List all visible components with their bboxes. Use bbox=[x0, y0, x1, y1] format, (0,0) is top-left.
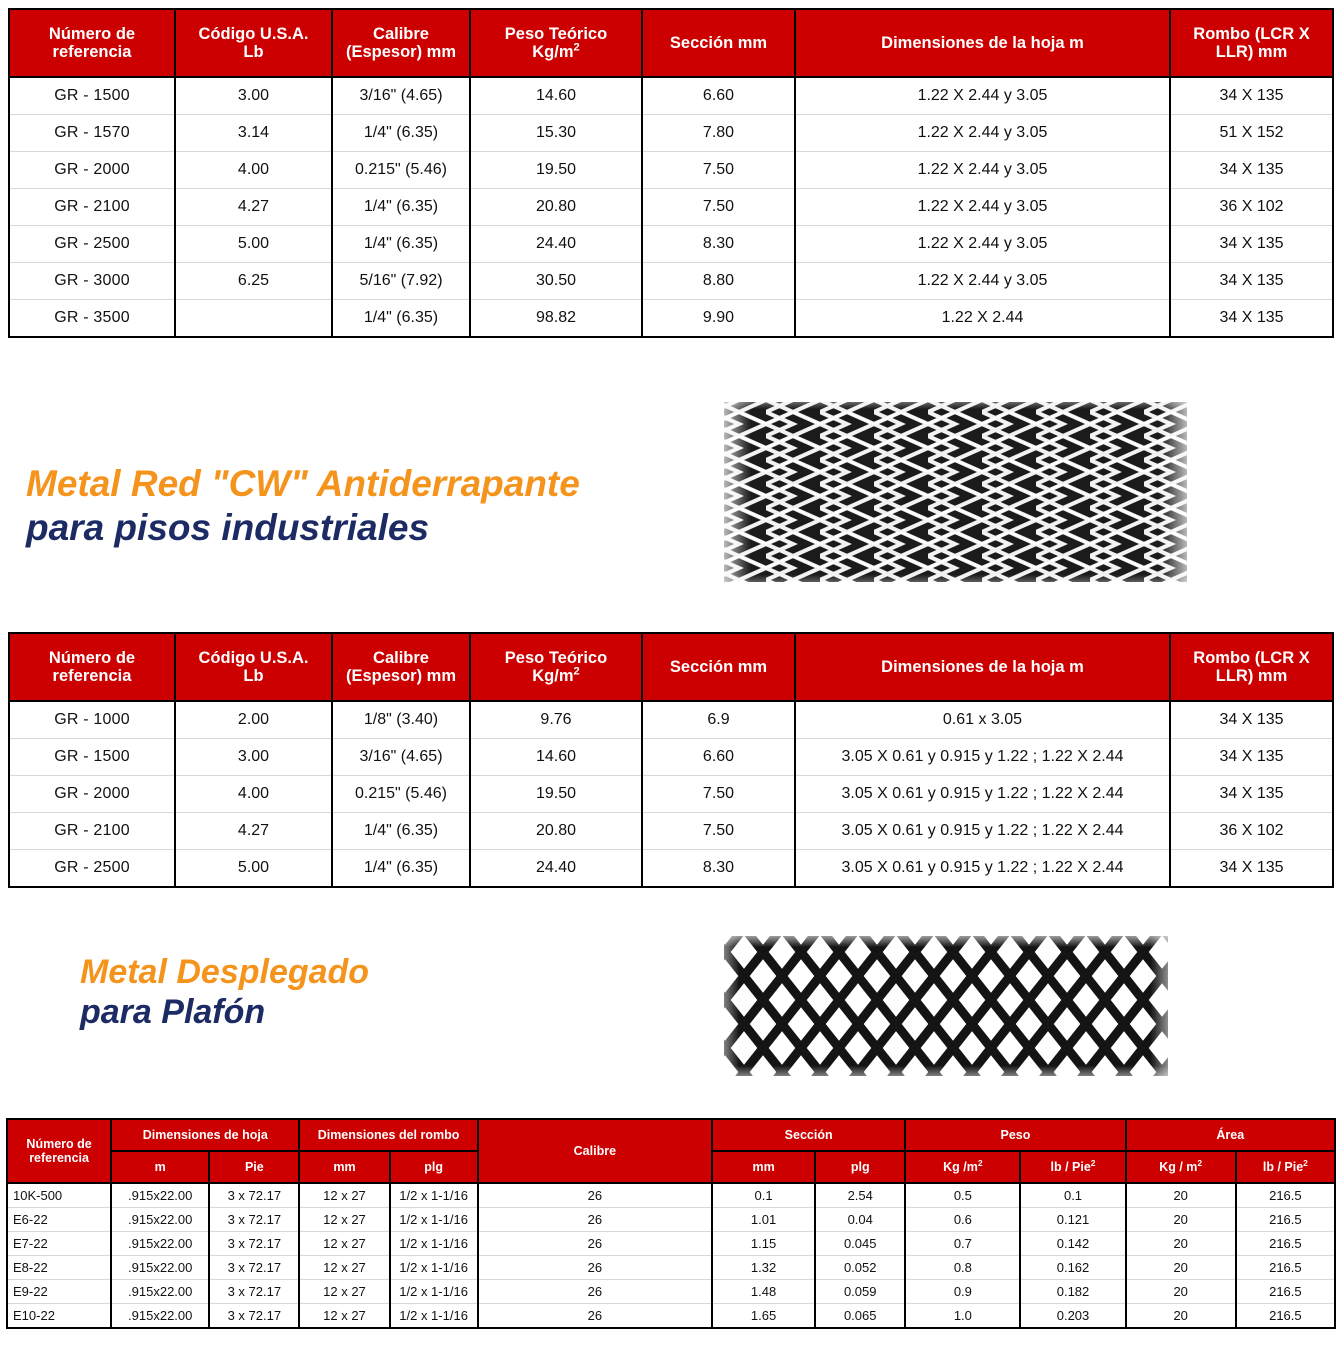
table-cell: 20 bbox=[1126, 1208, 1236, 1232]
table-cell: 1/2 x 1-1/16 bbox=[390, 1232, 478, 1256]
table-cell: 9.76 bbox=[470, 701, 642, 739]
table-cell: 1.01 bbox=[712, 1208, 815, 1232]
table-cell: 1.22 X 2.44 y 3.05 bbox=[795, 77, 1170, 115]
table-cell: .915x22.00 bbox=[111, 1280, 209, 1304]
table-cell: 0.5 bbox=[905, 1183, 1020, 1208]
table-cell: 1/4" (6.35) bbox=[332, 115, 470, 152]
col-header-dimensiones-hoja bbox=[795, 633, 1170, 701]
table-cell: 4.00 bbox=[175, 152, 332, 189]
table-cell: GR - 2000 bbox=[9, 152, 175, 189]
group-header-dimensiones-rombo: Dimensiones del rombo bbox=[299, 1119, 477, 1151]
table-cell: 0.045 bbox=[815, 1232, 905, 1256]
table-cell: 20 bbox=[1126, 1280, 1236, 1304]
table-cell: 1/4" (6.35) bbox=[332, 189, 470, 226]
header-line-1: Número de bbox=[26, 1137, 92, 1151]
table-middle-header-row bbox=[9, 633, 1333, 701]
table-cell: 0.9 bbox=[905, 1280, 1020, 1304]
header-line-1: Dimensiones de la hoja m bbox=[881, 657, 1084, 676]
table-cell: 5/16" (7.92) bbox=[332, 263, 470, 300]
table-bottom-group-header-row bbox=[7, 1119, 1335, 1151]
table-row bbox=[9, 77, 1333, 115]
unit-superscript: 2 bbox=[1090, 1157, 1096, 1168]
header-line-1: Sección mm bbox=[669, 657, 768, 676]
table-cell: 34 X 135 bbox=[1170, 300, 1333, 338]
table-cell: 1.15 bbox=[712, 1232, 815, 1256]
table-row bbox=[9, 152, 1333, 189]
table-cell: 0.059 bbox=[815, 1280, 905, 1304]
sub-header-rombo-mm: mm bbox=[299, 1151, 389, 1183]
table-cell: 6.25 bbox=[175, 263, 332, 300]
col-header-codigo-usa bbox=[175, 9, 332, 77]
table-cell: 34 X 135 bbox=[1170, 263, 1333, 300]
col-header-codigo-usa bbox=[175, 633, 332, 701]
heading-line-2: para Plafón bbox=[80, 993, 266, 1032]
table-cell: 216.5 bbox=[1236, 1232, 1335, 1256]
table-row bbox=[7, 1183, 1335, 1208]
sub-header-seccion-plg: plg bbox=[815, 1151, 905, 1183]
header-line-1: Calibre bbox=[373, 24, 429, 43]
table-cell: 34 X 135 bbox=[1170, 739, 1333, 776]
header-line-2: LLR) mm bbox=[1215, 43, 1288, 61]
table-cell: 216.5 bbox=[1236, 1183, 1335, 1208]
table-cell: 1/2 x 1-1/16 bbox=[390, 1183, 478, 1208]
table-row bbox=[9, 739, 1333, 776]
unit-text: Kg /m bbox=[943, 1160, 978, 1174]
table-cell: 216.5 bbox=[1236, 1208, 1335, 1232]
table-cell: 0.61 x 3.05 bbox=[795, 701, 1170, 739]
table-cell: .915x22.00 bbox=[111, 1232, 209, 1256]
table-cell: 1.22 X 2.44 bbox=[795, 300, 1170, 338]
table-cell: 20 bbox=[1126, 1304, 1236, 1329]
table-cell: 12 x 27 bbox=[299, 1232, 389, 1256]
header-line-2: referencia bbox=[52, 667, 132, 685]
col-header-calibre: Calibre bbox=[478, 1119, 712, 1183]
table-cell: .915x22.00 bbox=[111, 1304, 209, 1329]
group-header-peso: Peso bbox=[905, 1119, 1125, 1151]
table-cell: 1/8" (3.40) bbox=[332, 701, 470, 739]
table-cell: 216.5 bbox=[1236, 1304, 1335, 1329]
table-cell: 1/4" (6.35) bbox=[332, 300, 470, 338]
table-cell: 3.00 bbox=[175, 77, 332, 115]
table-cell: GR - 2100 bbox=[9, 189, 175, 226]
header-line-1: Sección mm bbox=[669, 33, 768, 52]
unit-superscript: 2 bbox=[1303, 1157, 1308, 1168]
table-cell: 51 X 152 bbox=[1170, 115, 1333, 152]
table-cell: 24.40 bbox=[470, 226, 642, 263]
table-cell: .915x22.00 bbox=[111, 1256, 209, 1280]
table-cell: 1/2 x 1-1/16 bbox=[390, 1280, 478, 1304]
table-cell: 20 bbox=[1126, 1232, 1236, 1256]
table-cell: 1/2 x 1-1/16 bbox=[390, 1208, 478, 1232]
table-cell: 34 X 135 bbox=[1170, 77, 1333, 115]
table-cell: 216.5 bbox=[1236, 1256, 1335, 1280]
col-header-calibre bbox=[332, 633, 470, 701]
table-cell: 216.5 bbox=[1236, 1280, 1335, 1304]
header-superscript: 2 bbox=[573, 41, 580, 54]
header-line-1: Código U.S.A. bbox=[198, 24, 309, 43]
table-cell: GR - 1500 bbox=[9, 77, 175, 115]
table-cell: GR - 2000 bbox=[9, 776, 175, 813]
col-header-seccion bbox=[642, 9, 795, 77]
table-cell: E9-22 bbox=[7, 1280, 111, 1304]
table-cell: 2.54 bbox=[815, 1183, 905, 1208]
unit-superscript: 2 bbox=[1197, 1157, 1203, 1168]
image-expanded-metal-plafon bbox=[706, 928, 1184, 1088]
header-line-1: Rombo (LCR X bbox=[1193, 24, 1310, 43]
table-cell: .915x22.00 bbox=[111, 1208, 209, 1232]
header-line-2: Lb bbox=[243, 667, 264, 685]
heading-line-1: Metal Red "CW" Antiderrapante bbox=[26, 463, 580, 504]
header-line-2: (Espesor) mm bbox=[345, 667, 457, 685]
sub-header-area-lb-pie2 bbox=[1236, 1151, 1335, 1183]
table-cell: 3 x 72.17 bbox=[209, 1183, 299, 1208]
table-cell: 34 X 135 bbox=[1170, 850, 1333, 888]
table-cell: 3 x 72.17 bbox=[209, 1304, 299, 1329]
col-header-numero-referencia bbox=[9, 633, 175, 701]
sub-header-rombo-plg: plg bbox=[390, 1151, 478, 1183]
sub-header-peso-lb-pie2 bbox=[1020, 1151, 1125, 1183]
table-cell: 12 x 27 bbox=[299, 1256, 389, 1280]
table-row bbox=[9, 115, 1333, 152]
table-cell: 0.065 bbox=[815, 1304, 905, 1329]
table-cell: E10-22 bbox=[7, 1304, 111, 1329]
table-cell: 3.05 X 0.61 y 0.915 y 1.22 ; 1.22 X 2.44 bbox=[795, 776, 1170, 813]
table-cell: 0.04 bbox=[815, 1208, 905, 1232]
table-cell: 26 bbox=[478, 1280, 712, 1304]
table-metal-red-top bbox=[8, 8, 1334, 338]
table-cell: 9.90 bbox=[642, 300, 795, 338]
group-header-seccion: Sección bbox=[712, 1119, 905, 1151]
table-cell: 19.50 bbox=[470, 776, 642, 813]
table-cell: 7.50 bbox=[642, 813, 795, 850]
table-cell: 0.203 bbox=[1020, 1304, 1125, 1329]
table-cell: 8.30 bbox=[642, 226, 795, 263]
heading-line-2: para pisos industriales bbox=[26, 506, 430, 548]
table-cell: 0.1 bbox=[1020, 1183, 1125, 1208]
table-cell: 12 x 27 bbox=[299, 1280, 389, 1304]
table-row bbox=[9, 263, 1333, 300]
table-cell: 24.40 bbox=[470, 850, 642, 888]
table-cell: GR - 1000 bbox=[9, 701, 175, 739]
table-cell: 4.27 bbox=[175, 189, 332, 226]
col-header-peso-teorico bbox=[470, 9, 642, 77]
header-line-1: Código U.S.A. bbox=[198, 648, 309, 667]
table-cell: 34 X 135 bbox=[1170, 701, 1333, 739]
table-row bbox=[7, 1208, 1335, 1232]
header-line-2: (Espesor) mm bbox=[345, 43, 457, 61]
table-cell: 30.50 bbox=[470, 263, 642, 300]
table-cell: 3.05 X 0.61 y 0.915 y 1.22 ; 1.22 X 2.44 bbox=[795, 850, 1170, 888]
table-cell: 3 x 72.17 bbox=[209, 1280, 299, 1304]
col-header-seccion bbox=[642, 633, 795, 701]
header-line-1: Dimensiones de la hoja m bbox=[881, 33, 1084, 52]
table-cell: .915x22.00 bbox=[111, 1183, 209, 1208]
table-row bbox=[7, 1232, 1335, 1256]
table-row bbox=[9, 300, 1333, 338]
header-line-2: LLR) mm bbox=[1215, 667, 1288, 685]
table-cell: 12 x 27 bbox=[299, 1304, 389, 1329]
table-cell: 3 x 72.17 bbox=[209, 1232, 299, 1256]
header-line-2: referencia bbox=[52, 43, 132, 61]
table-cell: 36 X 102 bbox=[1170, 189, 1333, 226]
group-header-area: Área bbox=[1126, 1119, 1335, 1151]
table-cell: 3.05 X 0.61 y 0.915 y 1.22 ; 1.22 X 2.44 bbox=[795, 739, 1170, 776]
table-cell: 20.80 bbox=[470, 813, 642, 850]
table-cell: 3 x 72.17 bbox=[209, 1208, 299, 1232]
table-cell: E7-22 bbox=[7, 1232, 111, 1256]
table-cell: 34 X 135 bbox=[1170, 776, 1333, 813]
table-cell: 1/4" (6.35) bbox=[332, 226, 470, 263]
table-cell: 8.80 bbox=[642, 263, 795, 300]
table-cell: 34 X 135 bbox=[1170, 152, 1333, 189]
table-cell: 36 X 102 bbox=[1170, 813, 1333, 850]
table-cell: 12 x 27 bbox=[299, 1208, 389, 1232]
table-cell: 1.22 X 2.44 y 3.05 bbox=[795, 115, 1170, 152]
table-cell: 1.22 X 2.44 y 3.05 bbox=[795, 263, 1170, 300]
table-cell: 0.142 bbox=[1020, 1232, 1125, 1256]
table-row bbox=[9, 189, 1333, 226]
table-cell: GR - 2500 bbox=[9, 850, 175, 888]
heading-metal-red-cw bbox=[26, 462, 580, 549]
table-cell: 0.8 bbox=[905, 1256, 1020, 1280]
table-cell: 7.50 bbox=[642, 189, 795, 226]
sub-header-peso-kg-m2 bbox=[905, 1151, 1020, 1183]
col-header-dimensiones-hoja bbox=[795, 9, 1170, 77]
table-cell: 26 bbox=[478, 1304, 712, 1329]
table-row bbox=[7, 1256, 1335, 1280]
table-cell: 0.7 bbox=[905, 1232, 1020, 1256]
header-line-1: Rombo (LCR X bbox=[1193, 648, 1310, 667]
table-cell: 7.80 bbox=[642, 115, 795, 152]
table-cell: 6.9 bbox=[642, 701, 795, 739]
table-cell: 10K-500 bbox=[7, 1183, 111, 1208]
table-cell: 4.00 bbox=[175, 776, 332, 813]
header-line-2: Kg/m bbox=[532, 43, 574, 61]
table-row bbox=[7, 1280, 1335, 1304]
table-cell: 26 bbox=[478, 1256, 712, 1280]
header-line-2: referencia bbox=[29, 1151, 89, 1165]
col-header-numero-referencia bbox=[7, 1119, 111, 1183]
table-cell: 15.30 bbox=[470, 115, 642, 152]
table-cell: 20 bbox=[1126, 1256, 1236, 1280]
table-cell: 34 X 135 bbox=[1170, 226, 1333, 263]
header-superscript: 2 bbox=[573, 665, 580, 678]
unit-text: lb / Pie bbox=[1050, 1160, 1091, 1174]
table-cell: 0.1 bbox=[712, 1183, 815, 1208]
table-cell: 1.22 X 2.44 y 3.05 bbox=[795, 226, 1170, 263]
table-cell: 20.80 bbox=[470, 189, 642, 226]
col-header-numero-referencia bbox=[9, 9, 175, 77]
table-cell: 6.60 bbox=[642, 77, 795, 115]
table-cell: 6.60 bbox=[642, 739, 795, 776]
table-cell: GR - 3000 bbox=[9, 263, 175, 300]
table-row bbox=[7, 1304, 1335, 1329]
table-cell: 2.00 bbox=[175, 701, 332, 739]
col-header-calibre bbox=[332, 9, 470, 77]
table-cell: GR - 1500 bbox=[9, 739, 175, 776]
table-cell: 1/2 x 1-1/16 bbox=[390, 1256, 478, 1280]
table-cell: E8-22 bbox=[7, 1256, 111, 1280]
table-cell: 3/16" (4.65) bbox=[332, 739, 470, 776]
table-cell: 14.60 bbox=[470, 77, 642, 115]
table-cell: GR - 3500 bbox=[9, 300, 175, 338]
header-line-1: Número de bbox=[48, 24, 136, 43]
table-metal-desplegado-plafon bbox=[6, 1118, 1336, 1329]
unit-text: lb / Pie bbox=[1262, 1160, 1304, 1174]
table-cell: 0.215" (5.46) bbox=[332, 152, 470, 189]
table-cell: 8.30 bbox=[642, 850, 795, 888]
heading-metal-desplegado-plafon bbox=[80, 952, 369, 1032]
table-cell: 26 bbox=[478, 1208, 712, 1232]
header-line-1: Número de bbox=[48, 648, 136, 667]
unit-text: Kg / m bbox=[1159, 1160, 1198, 1174]
table-row bbox=[9, 850, 1333, 888]
image-expanded-metal-antiderrapante bbox=[712, 388, 1199, 600]
table-cell: 1.0 bbox=[905, 1304, 1020, 1329]
sub-header-seccion-mm: mm bbox=[712, 1151, 815, 1183]
table-cell: GR - 1570 bbox=[9, 115, 175, 152]
table-cell: 3.14 bbox=[175, 115, 332, 152]
table-cell: GR - 2500 bbox=[9, 226, 175, 263]
table-row bbox=[9, 701, 1333, 739]
table-row bbox=[9, 226, 1333, 263]
table-row bbox=[9, 813, 1333, 850]
table-cell: 1.65 bbox=[712, 1304, 815, 1329]
table-cell: 0.121 bbox=[1020, 1208, 1125, 1232]
header-line-1: Peso Teórico bbox=[504, 24, 608, 43]
group-header-dimensiones-hoja: Dimensiones de hoja bbox=[111, 1119, 299, 1151]
table-cell: 1/2 x 1-1/16 bbox=[390, 1304, 478, 1329]
table-cell: 7.50 bbox=[642, 776, 795, 813]
table-cell: 0.182 bbox=[1020, 1280, 1125, 1304]
table-cell: 0.052 bbox=[815, 1256, 905, 1280]
header-line-2: Lb bbox=[243, 43, 264, 61]
table-top-header-row bbox=[9, 9, 1333, 77]
table-cell: 3.05 X 0.61 y 0.915 y 1.22 ; 1.22 X 2.44 bbox=[795, 813, 1170, 850]
header-line-1: Calibre bbox=[373, 648, 429, 667]
table-metal-red-cw bbox=[8, 632, 1334, 888]
table-row bbox=[9, 776, 1333, 813]
table-cell: E6-22 bbox=[7, 1208, 111, 1232]
unit-superscript: 2 bbox=[977, 1157, 983, 1168]
table-cell: 98.82 bbox=[470, 300, 642, 338]
col-header-peso-teorico bbox=[470, 633, 642, 701]
table-cell: 3 x 72.17 bbox=[209, 1256, 299, 1280]
table-cell: 1.48 bbox=[712, 1280, 815, 1304]
table-cell: GR - 2100 bbox=[9, 813, 175, 850]
table-cell: 20 bbox=[1126, 1183, 1236, 1208]
sub-header-area-kg-m2 bbox=[1126, 1151, 1236, 1183]
table-cell: 1/4" (6.35) bbox=[332, 850, 470, 888]
sub-header-hoja-pie: Pie bbox=[209, 1151, 299, 1183]
table-cell: 26 bbox=[478, 1232, 712, 1256]
table-cell: 1/4" (6.35) bbox=[332, 813, 470, 850]
heading-line-1: Metal Desplegado bbox=[80, 953, 370, 991]
table-cell: 3.00 bbox=[175, 739, 332, 776]
table-cell: 5.00 bbox=[175, 226, 332, 263]
table-cell: 1.22 X 2.44 y 3.05 bbox=[795, 152, 1170, 189]
table-cell: 14.60 bbox=[470, 739, 642, 776]
table-cell: 3/16" (4.65) bbox=[332, 77, 470, 115]
table-cell: 7.50 bbox=[642, 152, 795, 189]
table-cell: 1.22 X 2.44 y 3.05 bbox=[795, 189, 1170, 226]
header-line-1: Peso Teórico bbox=[504, 648, 608, 667]
table-cell: 0.215" (5.46) bbox=[332, 776, 470, 813]
header-line-2: Kg/m bbox=[532, 667, 574, 685]
table-cell bbox=[175, 300, 332, 338]
table-cell: 1.32 bbox=[712, 1256, 815, 1280]
col-header-rombo bbox=[1170, 9, 1333, 77]
col-header-rombo bbox=[1170, 633, 1333, 701]
table-cell: 5.00 bbox=[175, 850, 332, 888]
table-cell: 12 x 27 bbox=[299, 1183, 389, 1208]
table-cell: 0.6 bbox=[905, 1208, 1020, 1232]
table-cell: 4.27 bbox=[175, 813, 332, 850]
table-cell: 19.50 bbox=[470, 152, 642, 189]
table-cell: 26 bbox=[478, 1183, 712, 1208]
sub-header-hoja-m: m bbox=[111, 1151, 209, 1183]
table-cell: 0.162 bbox=[1020, 1256, 1125, 1280]
